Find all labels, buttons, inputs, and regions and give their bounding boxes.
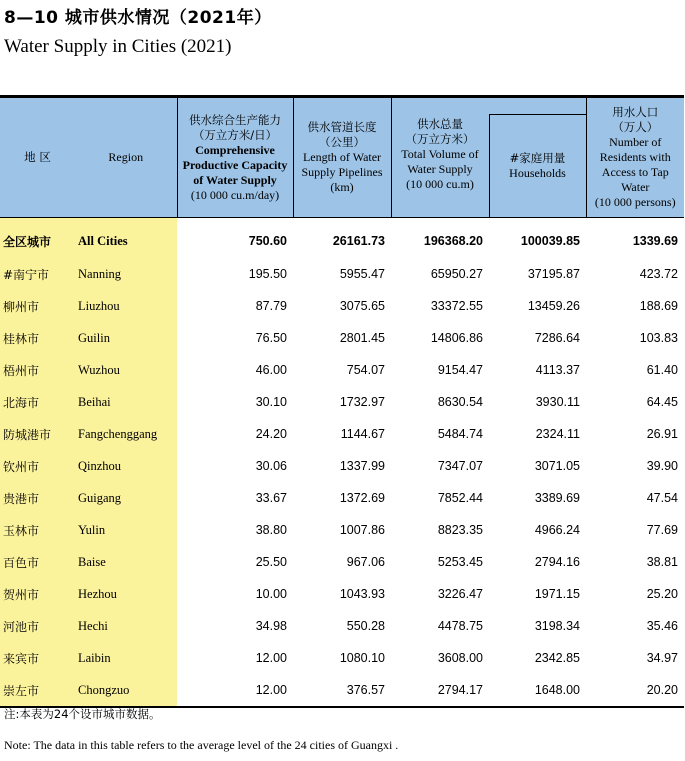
pipelines-cell: 754.07 [346, 363, 385, 377]
households-cell: 4966.24 [534, 523, 580, 537]
header-pipelines-cn: 供水管道长度 （公里） [307, 120, 377, 149]
pipelines-cell: 376.57 [346, 683, 385, 697]
table-body [0, 218, 684, 708]
capacity-cell: 30.10 [255, 395, 287, 409]
header-pipelines [293, 97, 391, 218]
pipelines-cell: 1007.86 [339, 523, 385, 537]
region-cn-cell: 玉林市 [0, 514, 75, 546]
pipelines-cell: 967.06 [346, 555, 385, 569]
region-en-cell: Hezhou [75, 578, 177, 610]
region-cn-cell: 贵港市 [0, 482, 75, 514]
capacity-cell: 25.50 [255, 555, 287, 569]
residents-cell: 39.90 [646, 459, 678, 473]
table-row [0, 610, 684, 642]
capacity-cell: 10.00 [255, 587, 287, 601]
region-en-cell: Wuzhou [75, 354, 177, 386]
residents-cell: 35.46 [646, 619, 678, 633]
header-households-cn: #家庭用量 [509, 151, 566, 165]
capacity-cell: 33.67 [255, 491, 287, 505]
volume-cell: 3226.47 [437, 587, 483, 601]
residents-cell: 34.97 [646, 651, 678, 665]
header-volume-en: Total Volume of Water Supply [401, 146, 479, 176]
capacity-cell: 87.79 [255, 299, 287, 313]
residents-cell: 103.83 [639, 331, 678, 345]
volume-cell: 8823.35 [437, 523, 483, 537]
region-en-cell: Yulin [75, 514, 177, 546]
households-cell: 2794.16 [534, 555, 580, 569]
note-en: Note: The data in this table refers to the average level of the 24 cities of Guangxi . [4, 738, 399, 752]
note-cn: 注:本表为24个设市城市数据。 [4, 707, 161, 721]
residents-cell: 423.72 [639, 267, 678, 281]
pipelines-cell: 1144.67 [340, 427, 385, 441]
volume-cell: 7347.07 [437, 459, 483, 473]
pipelines-cell: 2801.45 [339, 331, 385, 345]
residents-cell: 61.40 [646, 363, 678, 377]
region-cn-cell: 桂林市 [0, 322, 75, 354]
region-en-cell: Baise [75, 546, 177, 578]
table-row [0, 258, 684, 290]
capacity-cell: 24.20 [255, 427, 287, 441]
table-row [0, 418, 684, 450]
header-residents [586, 97, 684, 218]
header-households [489, 115, 586, 218]
region-cn-cell: 百色市 [0, 546, 75, 578]
households-cell: 1648.00 [534, 683, 580, 697]
pipelines-cell: 3075.65 [339, 299, 385, 313]
region-cn-cell: #南宁市 [0, 258, 75, 290]
volume-cell: 196368.20 [391, 218, 489, 259]
region-cn-cell: 梧州市 [0, 354, 75, 386]
capacity-cell: 12.00 [255, 651, 287, 665]
capacity-cell: 750.60 [177, 218, 293, 259]
capacity-cell: 30.06 [255, 459, 287, 473]
header-residents-cn: 用水人口 （万人） [612, 105, 659, 134]
volume-cell: 14806.86 [430, 331, 483, 345]
capacity-cell: 76.50 [255, 331, 287, 345]
region-cn-cell: 全区城市 [0, 218, 75, 259]
pipelines-cell: 1080.10 [339, 651, 385, 665]
table-row-total [0, 218, 684, 259]
households-cell: 4113.37 [535, 363, 580, 377]
residents-cell: 47.54 [646, 491, 678, 505]
header-volume [391, 115, 489, 218]
header-volume-top [391, 97, 586, 115]
pipelines-cell: 1372.69 [339, 491, 385, 505]
header-capacity-cn: 供水综合生产能力 （万立方米/日） [189, 112, 281, 142]
pipelines-cell: 1732.97 [339, 395, 385, 409]
residents-cell: 25.20 [646, 587, 678, 601]
table-row [0, 482, 684, 514]
volume-cell: 4478.75 [437, 619, 483, 633]
region-en-cell: Fangchenggang [75, 418, 177, 450]
households-cell: 13459.26 [527, 299, 580, 313]
households-cell: 3930.11 [535, 395, 580, 409]
households-cell: 1971.15 [534, 587, 580, 601]
residents-cell: 77.69 [646, 523, 678, 537]
volume-cell: 5484.74 [437, 427, 483, 441]
volume-cell: 7852.44 [437, 491, 483, 505]
capacity-cell: 38.80 [255, 523, 287, 537]
volume-cell: 3608.00 [437, 651, 483, 665]
table-row [0, 322, 684, 354]
region-en-cell: All Cities [75, 218, 177, 259]
table-row [0, 546, 684, 578]
households-cell: 3071.05 [534, 459, 580, 473]
table-row [0, 514, 684, 546]
pipelines-cell: 26161.73 [293, 218, 391, 259]
region-en-cell: Qinzhou [75, 450, 177, 482]
table-row [0, 354, 684, 386]
households-cell: 3198.34 [534, 619, 580, 633]
table-row [0, 290, 684, 322]
table-row [0, 386, 684, 418]
pipelines-cell: 1043.93 [339, 587, 385, 601]
region-en-cell: Liuzhou [75, 290, 177, 322]
pipelines-cell: 1337.99 [339, 459, 385, 473]
capacity-cell: 34.98 [255, 619, 287, 633]
table-row [0, 450, 684, 482]
header-capacity-unit: (10 000 cu.m/day) [190, 187, 280, 202]
header-volume-unit: (10 000 cu.m) [406, 176, 474, 191]
page-title-en: Water Supply in Cities (2021) [4, 36, 232, 57]
residents-cell: 64.45 [646, 395, 678, 409]
residents-cell: 26.91 [646, 427, 678, 441]
volume-cell: 8630.54 [437, 395, 483, 409]
residents-cell: 38.81 [646, 555, 678, 569]
volume-cell: 9154.47 [437, 363, 483, 377]
households-cell: 7286.64 [534, 331, 580, 345]
region-cn-cell: 来宾市 [0, 642, 75, 674]
region-cn-cell: 钦州市 [0, 450, 75, 482]
region-cn-cell: 柳州市 [0, 290, 75, 322]
header-households-en: Households [509, 166, 566, 180]
capacity-cell: 195.50 [248, 267, 287, 281]
region-cn-cell: 崇左市 [0, 674, 75, 707]
region-cn-cell: 贺州市 [0, 578, 75, 610]
volume-cell: 2794.17 [437, 683, 483, 697]
region-cn-cell: 防城港市 [0, 418, 75, 450]
volume-cell: 5253.45 [437, 555, 483, 569]
pipelines-cell: 5955.47 [339, 267, 385, 281]
region-en-cell: Nanning [75, 258, 177, 290]
volume-cell: 33372.55 [430, 299, 483, 313]
households-cell: 3389.69 [534, 491, 580, 505]
residents-cell: 188.69 [639, 299, 678, 313]
table-row [0, 578, 684, 610]
header-region-en: Region [75, 97, 177, 218]
capacity-cell: 12.00 [255, 683, 287, 697]
region-en-cell: Guigang [75, 482, 177, 514]
header-region-cn: 地 区 [0, 97, 75, 218]
table-row [0, 642, 684, 674]
region-en-cell: Guilin [75, 322, 177, 354]
region-en-cell: Chongzuo [75, 674, 177, 707]
region-cn-cell: 河池市 [0, 610, 75, 642]
header-volume-cn: 供水总量 （万立方米） [405, 116, 475, 146]
header-capacity [177, 97, 293, 218]
table-row [0, 674, 684, 707]
households-cell: 2342.85 [534, 651, 580, 665]
households-cell: 37195.87 [527, 267, 580, 281]
header-residents-en: Number of Residents with Access to Tap Water [599, 135, 671, 194]
page-title-cn: 8—10 城市供水情况（2021年） [4, 8, 272, 28]
region-en-cell: Hechi [75, 610, 177, 642]
region-en-cell: Beihai [75, 386, 177, 418]
header-pipelines-en: Length of Water Supply Pipelines [301, 150, 383, 179]
pipelines-cell: 550.28 [346, 619, 385, 633]
residents-cell: 1339.69 [586, 218, 684, 259]
header-capacity-en: Comprehensive Productive Capacity of Water Supply [182, 142, 288, 187]
header-pipelines-unit: (km) [330, 180, 354, 194]
volume-cell: 65950.27 [430, 267, 483, 281]
region-cn-cell: 北海市 [0, 386, 75, 418]
households-cell: 2324.11 [535, 427, 580, 441]
capacity-cell: 46.00 [255, 363, 287, 377]
region-en-cell: Laibin [75, 642, 177, 674]
header-residents-unit: (10 000 persons) [594, 195, 676, 209]
households-cell: 100039.85 [489, 218, 586, 259]
water-supply-table [0, 95, 684, 708]
residents-cell: 20.20 [646, 683, 678, 697]
